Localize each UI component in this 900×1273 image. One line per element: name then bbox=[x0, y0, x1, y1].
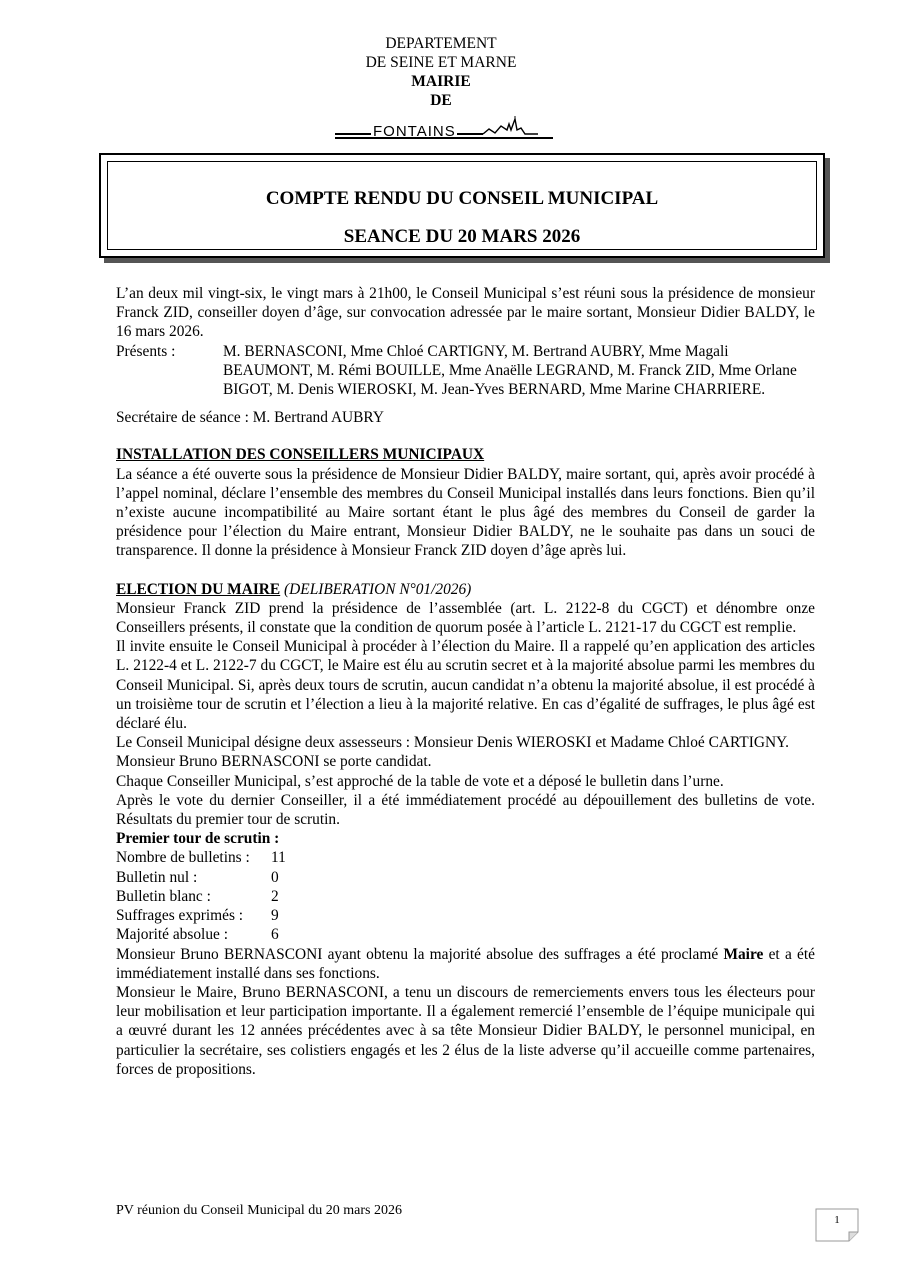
department-name: DE SEINE ET MARNE bbox=[365, 54, 517, 71]
secretaire-line: Secrétaire de séance : M. Bertrand AUBRY bbox=[116, 409, 384, 427]
stat-value: 2 bbox=[271, 887, 279, 905]
stat-row bbox=[116, 868, 815, 887]
intro-paragraph: L’an deux mil vingt-six, le vingt mars à 21h00, le Conseil Municipal s’est réuni sous la présidence de monsieur Franck ZID, conseiller doyen d’âge, sur convocation adressée par le maire sortant, Monsieur Didier BALDY, le 16 mars 2026. bbox=[116, 285, 815, 341]
session-date: SEANCE DU 20 MARS 2026 bbox=[343, 226, 581, 247]
stat-label: Majorité absolue : bbox=[116, 926, 228, 944]
stat-label: Bulletin blanc : bbox=[116, 887, 211, 905]
election-paragraph-1: Monsieur Franck ZID prend la présidence de l’assemblée (art. L. 2122-8 du CGCT) et dénombre onze Conseillers présents, il constate que la condition de quorum posée à l’article L. 2121-17 du CGCT est remplie. bbox=[116, 599, 815, 637]
stat-value: 11 bbox=[271, 849, 286, 867]
installation-paragraph: La séance a été ouverte sous la présidence de Monsieur Didier BALDY, maire sortant, qui, après avoir procédé à l’appel nominal, déclare l’ensemble des membres du Conseil Municipal installés dans leurs fonctions. Bien qu’il n’existe aucune incompatibilité au Maire sortant étant le plus âgé des membres du Conseil de garder la présidence pour l’élection du Maire entrant, Monsieur Didier BALDY, ne le souhaite pas dans un souci de transparence. Il donne la présidence à Monsieur Franck ZID doyen d’âge après lui. bbox=[116, 465, 815, 560]
presents-label: Présents : bbox=[116, 342, 176, 360]
maire-bold: Maire bbox=[723, 945, 764, 963]
stat-value: 9 bbox=[271, 907, 279, 925]
election-paragraph-2: Il invite ensuite le Conseil Municipal à procéder à l’élection du Maire. Il a rappelé qu’en application des articles L. 2122-4 et L. 2122-7 du CGCT, le Maire est élu au scrutin secret et à la majorité absolue parmi les membres du Conseil Municipal. Si, après deux tours de scrutin, aucun candidat n’a obtenu la majorité absolue, il est procédé à un troisième tour de scrutin et l’élection a lieu à la majorité relative. En cas d’égalité de suffrages, le plus âgé est déclaré élu. bbox=[116, 638, 815, 733]
stat-label: Suffrages exprimés : bbox=[116, 907, 244, 925]
deliberation-ref: (DELIBERATION N°01/2026) bbox=[284, 580, 472, 598]
scrutin-results bbox=[116, 848, 815, 944]
page-number-box bbox=[815, 1208, 859, 1240]
stat-value: 0 bbox=[271, 868, 279, 886]
election-heading: ELECTION DU MAIRE bbox=[116, 580, 281, 598]
footer-text: PV réunion du Conseil Municipal du 20 mars 2026 bbox=[116, 1203, 402, 1218]
election-paragraph-6: Après le vote du dernier Conseiller, il a été immédiatement procédé au dépouillement des bulletins de vote. Résultats du premier tour de scrutin. bbox=[116, 791, 815, 829]
stat-row bbox=[116, 925, 815, 944]
election-paragraph-3: Le Conseil Municipal désigne deux assesseurs : Monsieur Denis WIEROSKI et Madame Chloé CARTIGNY. bbox=[116, 734, 790, 752]
tour-heading: Premier tour de scrutin : bbox=[116, 830, 280, 848]
election-paragraph-4: Monsieur Bruno BERNASCONI se porte candidat. bbox=[116, 753, 432, 771]
stat-row bbox=[116, 848, 815, 867]
presents-block bbox=[116, 342, 815, 400]
de-label: DE bbox=[430, 92, 452, 109]
stat-label: Bulletin nul : bbox=[116, 868, 198, 886]
installation-heading: INSTALLATION DES CONSEILLERS MUNICIPAUX bbox=[116, 446, 485, 464]
election-paragraph-5: Chaque Conseiller Municipal, s’est approché de la table de vote et a déposé le bulletin dans l’urne. bbox=[116, 772, 724, 790]
page-number: 1 bbox=[834, 1214, 840, 1226]
stat-value: 6 bbox=[271, 926, 279, 944]
fontains-logo bbox=[333, 114, 555, 142]
report-title: COMPTE RENDU DU CONSEIL MUNICIPAL bbox=[265, 188, 659, 209]
letterhead bbox=[300, 34, 582, 110]
stat-label: Nombre de bulletins : bbox=[116, 849, 250, 867]
speech-paragraph: Monsieur le Maire, Bruno BERNASCONI, a tenu un discours de remerciements envers tous les électeurs pour leur mobilisation et leur participation importante. Il a également remercié l’ensemble de l’équipe municipale qui a œuvré durant les 12 années précédentes avec à sa tête Monsieur Didier BALDY, le personnel municipal, en particulier la secrétaire, ses colistiers engagés et les 2 élus de la liste adverse qu’il accueille comme partenaires, forces de propositions. bbox=[116, 983, 815, 1078]
department-line: DEPARTEMENT bbox=[385, 35, 497, 52]
mairie-label: MAIRIE bbox=[411, 73, 471, 90]
title-box bbox=[99, 153, 825, 258]
election-result-paragraph: Monsieur Bruno BERNASCONI ayant obtenu la majorité absolue des suffrages a été proclamé Maire et a été immédiatement installé dans ses fonctions. bbox=[116, 945, 815, 982]
presents-names: M. BERNASCONI, Mme Chloé CARTIGNY, M. Bertrand AUBRY, Mme Magali BEAUMONT, M. Rémi BOUILLE, Mme Anaëlle LEGRAND, M. Franck ZID, Mme Orlane BIGOT, M. Denis WIEROSKI, M. Jean-Yves BERNARD, Mme Marine CHARRIERE. bbox=[223, 342, 797, 399]
stat-row bbox=[116, 906, 815, 925]
stat-row bbox=[116, 887, 815, 906]
logo-text: FONTAINS bbox=[373, 123, 456, 140]
document-body bbox=[116, 284, 815, 1079]
